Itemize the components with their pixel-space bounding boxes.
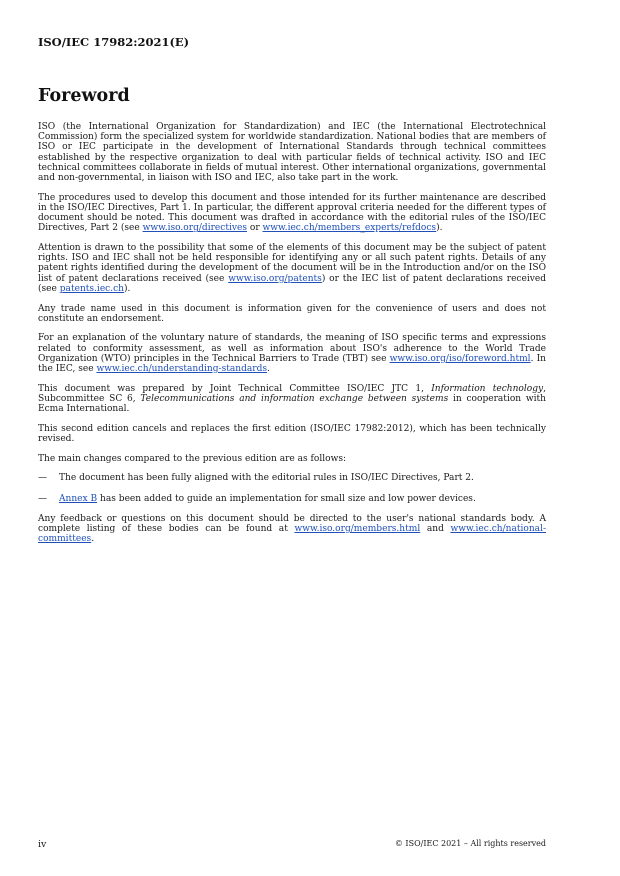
list-item-text <box>59 494 546 504</box>
link-iso-members[interactable]: www.iso.org/members.html <box>294 524 421 535</box>
list-item-text: The document has been fully aligned with the editorial rules in ISO/IEC Directives, Part 2. <box>59 473 474 484</box>
text-segment: . <box>91 534 95 545</box>
paragraph-feedback <box>38 514 546 545</box>
link-iec-national-committees[interactable]: www.iec.ch/national-committees <box>38 524 547 545</box>
link-iec-refdocs[interactable]: www.iec.ch/members_experts/refdocs <box>262 223 437 234</box>
link-annex-b[interactable]: Annex B <box>59 493 98 504</box>
page-title: Foreword <box>38 86 130 106</box>
list-item <box>38 473 546 483</box>
text-segment: ) or the IEC list of patent declarations received (see <box>38 273 546 294</box>
text-segment: in cooperation with Ecma International. <box>38 393 546 415</box>
italic-committee-title: Information technology <box>431 383 544 394</box>
text-segment: , Subcommittee SC 6, <box>38 383 546 404</box>
link-iec-patents[interactable]: patents.iec.ch <box>59 283 125 294</box>
text-segment: Any feedback or questions on this document should be directed to the user's national standards body. A complete listing of these bodies can be found at <box>38 513 546 535</box>
link-iec-understanding-standards[interactable]: www.iec.ch/understanding-standards <box>96 364 268 375</box>
copyright-notice: © ISO/IEC 2021 – All rights reserved <box>394 839 546 848</box>
text-segment: has been added to guide an implementation for small size and low power devices. <box>97 493 476 504</box>
paragraph-edition: This second edition cancels and replaces the first edition (ISO/IEC 17982:2012), which has been technically revised. <box>38 423 546 445</box>
link-iso-directives[interactable]: www.iso.org/directives <box>142 223 247 234</box>
text-segment: or <box>247 223 263 234</box>
dash-bullet: — <box>38 493 48 504</box>
paragraph-voluntary-nature <box>38 333 546 374</box>
text-segment: and <box>420 524 451 535</box>
text-segment: . In the IEC, see <box>38 353 546 375</box>
dash-bullet: — <box>38 473 48 484</box>
italic-subcommittee-title: Telecommunications and information exchange between systems <box>140 393 449 404</box>
text-segment: For an explanation of the voluntary nature of standards, the meaning of ISO specific terms and expressions related to conformity assessment, as well as information about ISO's adherence to the World Trade Organization (WTO) principles in the Technical Barriers to Trade (TBT) see <box>38 333 546 364</box>
foreword-body <box>38 122 546 554</box>
paragraph-iso-iec-intro: ISO (the International Organization for Standardization) and IEC (the International Electrotechnical Commission) form the specialized system for worldwide standardization. National bodies that are members of ISO or IEC participate in the development of International Standards through technical committees established by the respective organization to deal with particular fields of technical activity. ISO and IEC technical committees collaborate in fields of mutual interest. Other international organizations, governmental and non-governmental, in liaison with ISO and IEC, also take part in the work. <box>38 122 546 184</box>
paragraph-procedures <box>38 193 546 234</box>
paragraph-patents <box>38 243 546 294</box>
link-iso-foreword[interactable]: www.iso.org/iso/foreword.html <box>389 353 531 364</box>
text-segment: ). <box>124 283 131 294</box>
paragraph-main-changes: The main changes compared to the previous edition are as follows: <box>38 453 347 464</box>
text-segment: This document was prepared by Joint Technical Committee ISO/IEC JTC 1, <box>38 383 432 394</box>
page-number: iv <box>38 839 47 850</box>
document-id-header: ISO/IEC 17982:2021(E) <box>38 35 190 49</box>
text-segment: Attention is drawn to the possibility that some of the elements of this document may be the subject of patent rights. ISO and IEC shall not be held responsible for identifying any or all such patent rights. Details of any patent rights identified during the development of the document will be in the Introduction and/or on the ISO list of patent declarations received (see <box>38 243 546 284</box>
text-segment: . <box>267 364 270 375</box>
text-segment: ). <box>436 223 443 234</box>
list-item <box>38 494 546 504</box>
link-iso-patents[interactable]: www.iso.org/patents <box>228 273 322 284</box>
paragraph-trade-name: Any trade name used in this document is information given for the convenience of users and does not constitute an endorsement. <box>38 303 546 324</box>
paragraph-prepared-by <box>38 384 546 415</box>
text-segment: The procedures used to develop this document and those intended for its further maintenance are described in the ISO/IEC Directives, Part 1. In particular, the different approval criteria needed for the different types of document should be noted. This document was drafted in accordance with the editorial rules of the ISO/IEC Directives, Part 2 (see <box>38 192 546 234</box>
